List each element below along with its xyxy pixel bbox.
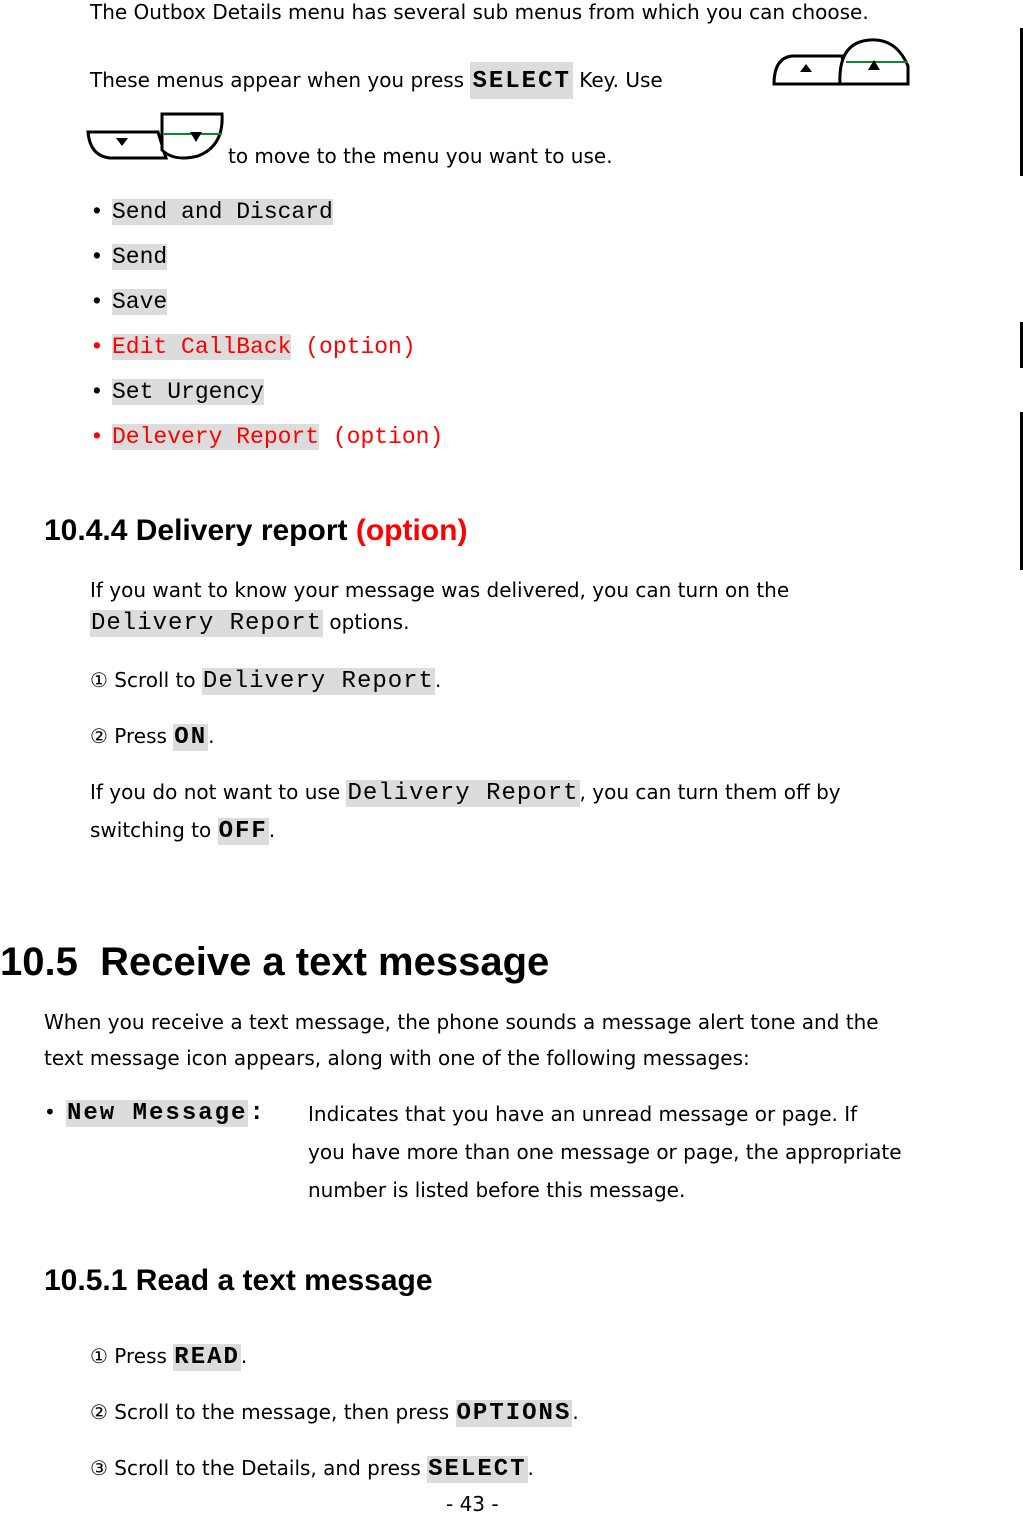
menu-item: [90, 379, 264, 405]
key-label: Delivery Report: [347, 780, 579, 807]
paragraph: When you receive a text message, the phone sounds a message alert tone and the: [44, 1010, 879, 1034]
menu-item-label: Send: [112, 244, 168, 270]
paragraph: Delivery Report options.: [91, 610, 410, 637]
menu-item: [90, 199, 333, 225]
menu-item: [90, 244, 167, 270]
step: ② Press ON.: [90, 724, 215, 751]
paragraph: If you want to know your message was delivered, you can turn on the: [90, 578, 790, 602]
step: ③ Scroll to the Details, and press SELECT.: [90, 1456, 534, 1483]
definition-text: number is listed before this message.: [308, 1178, 686, 1202]
bullet-icon: •: [90, 379, 104, 405]
bullet-icon: •: [44, 1100, 56, 1124]
paragraph: text message icon appears, along with one of the following messages:: [44, 1046, 750, 1070]
key-label: Delivery Report: [202, 668, 434, 695]
key-label: New Message: [67, 1100, 248, 1127]
menu-item-label: Set Urgency: [112, 379, 264, 405]
menu-item: • Edit CallBack (option): [90, 334, 416, 360]
intro-line-1: The Outbox Details menu has several sub menus from which you can choose.: [90, 0, 869, 24]
bullet-icon: •: [90, 244, 104, 270]
step: ① Press READ.: [90, 1344, 248, 1371]
bullet-icon: •: [90, 199, 104, 225]
menu-item-label: Send and Discard: [112, 199, 333, 225]
menu-item-label: Delevery Report: [112, 424, 320, 450]
key-label: SELECT: [428, 1456, 527, 1483]
section-heading: 10.5 Receive a text message: [0, 940, 550, 984]
bullet-icon: •: [90, 289, 104, 315]
definition-term: • New Message:: [44, 1100, 266, 1127]
intro-line-2: These menus appear when you press SELECT Key. Use: [90, 62, 663, 99]
bullet-icon: •: [90, 424, 104, 450]
menu-item-label: Edit CallBack: [112, 334, 292, 360]
bullet-icon: •: [90, 334, 104, 360]
menu-item-label: Save: [112, 289, 168, 315]
step: ① Scroll to Delivery Report.: [90, 668, 442, 695]
definition-text: you have more than one message or page, the appropriate: [308, 1140, 902, 1164]
key-label: READ: [174, 1344, 240, 1371]
page-number: - 43 -: [446, 1492, 499, 1516]
menu-item: • Delevery Report (option): [90, 424, 444, 450]
intro-line-3: to move to the menu you want to use.: [228, 144, 613, 168]
down-key-icon: [86, 110, 224, 164]
key-label: Delivery Report: [91, 610, 323, 637]
select-key-label: SELECT: [470, 62, 572, 99]
key-label: OPTIONS: [456, 1400, 572, 1427]
section-heading: 10.5.1 Read a text message: [44, 1264, 433, 1297]
definition-text: Indicates that you have an unread message or page. If: [308, 1102, 858, 1126]
paragraph: If you do not want to use Delivery Report, you can turn them off by: [90, 780, 841, 807]
key-label: OFF: [218, 818, 268, 845]
paragraph: switching to OFF.: [90, 818, 276, 845]
up-key-icon: [772, 36, 910, 92]
section-heading: 10.4.4 Delivery report (option): [44, 514, 468, 547]
key-label: ON: [174, 724, 208, 751]
menu-item: [90, 289, 167, 315]
step: ② Scroll to the message, then press OPTIONS.: [90, 1400, 579, 1427]
